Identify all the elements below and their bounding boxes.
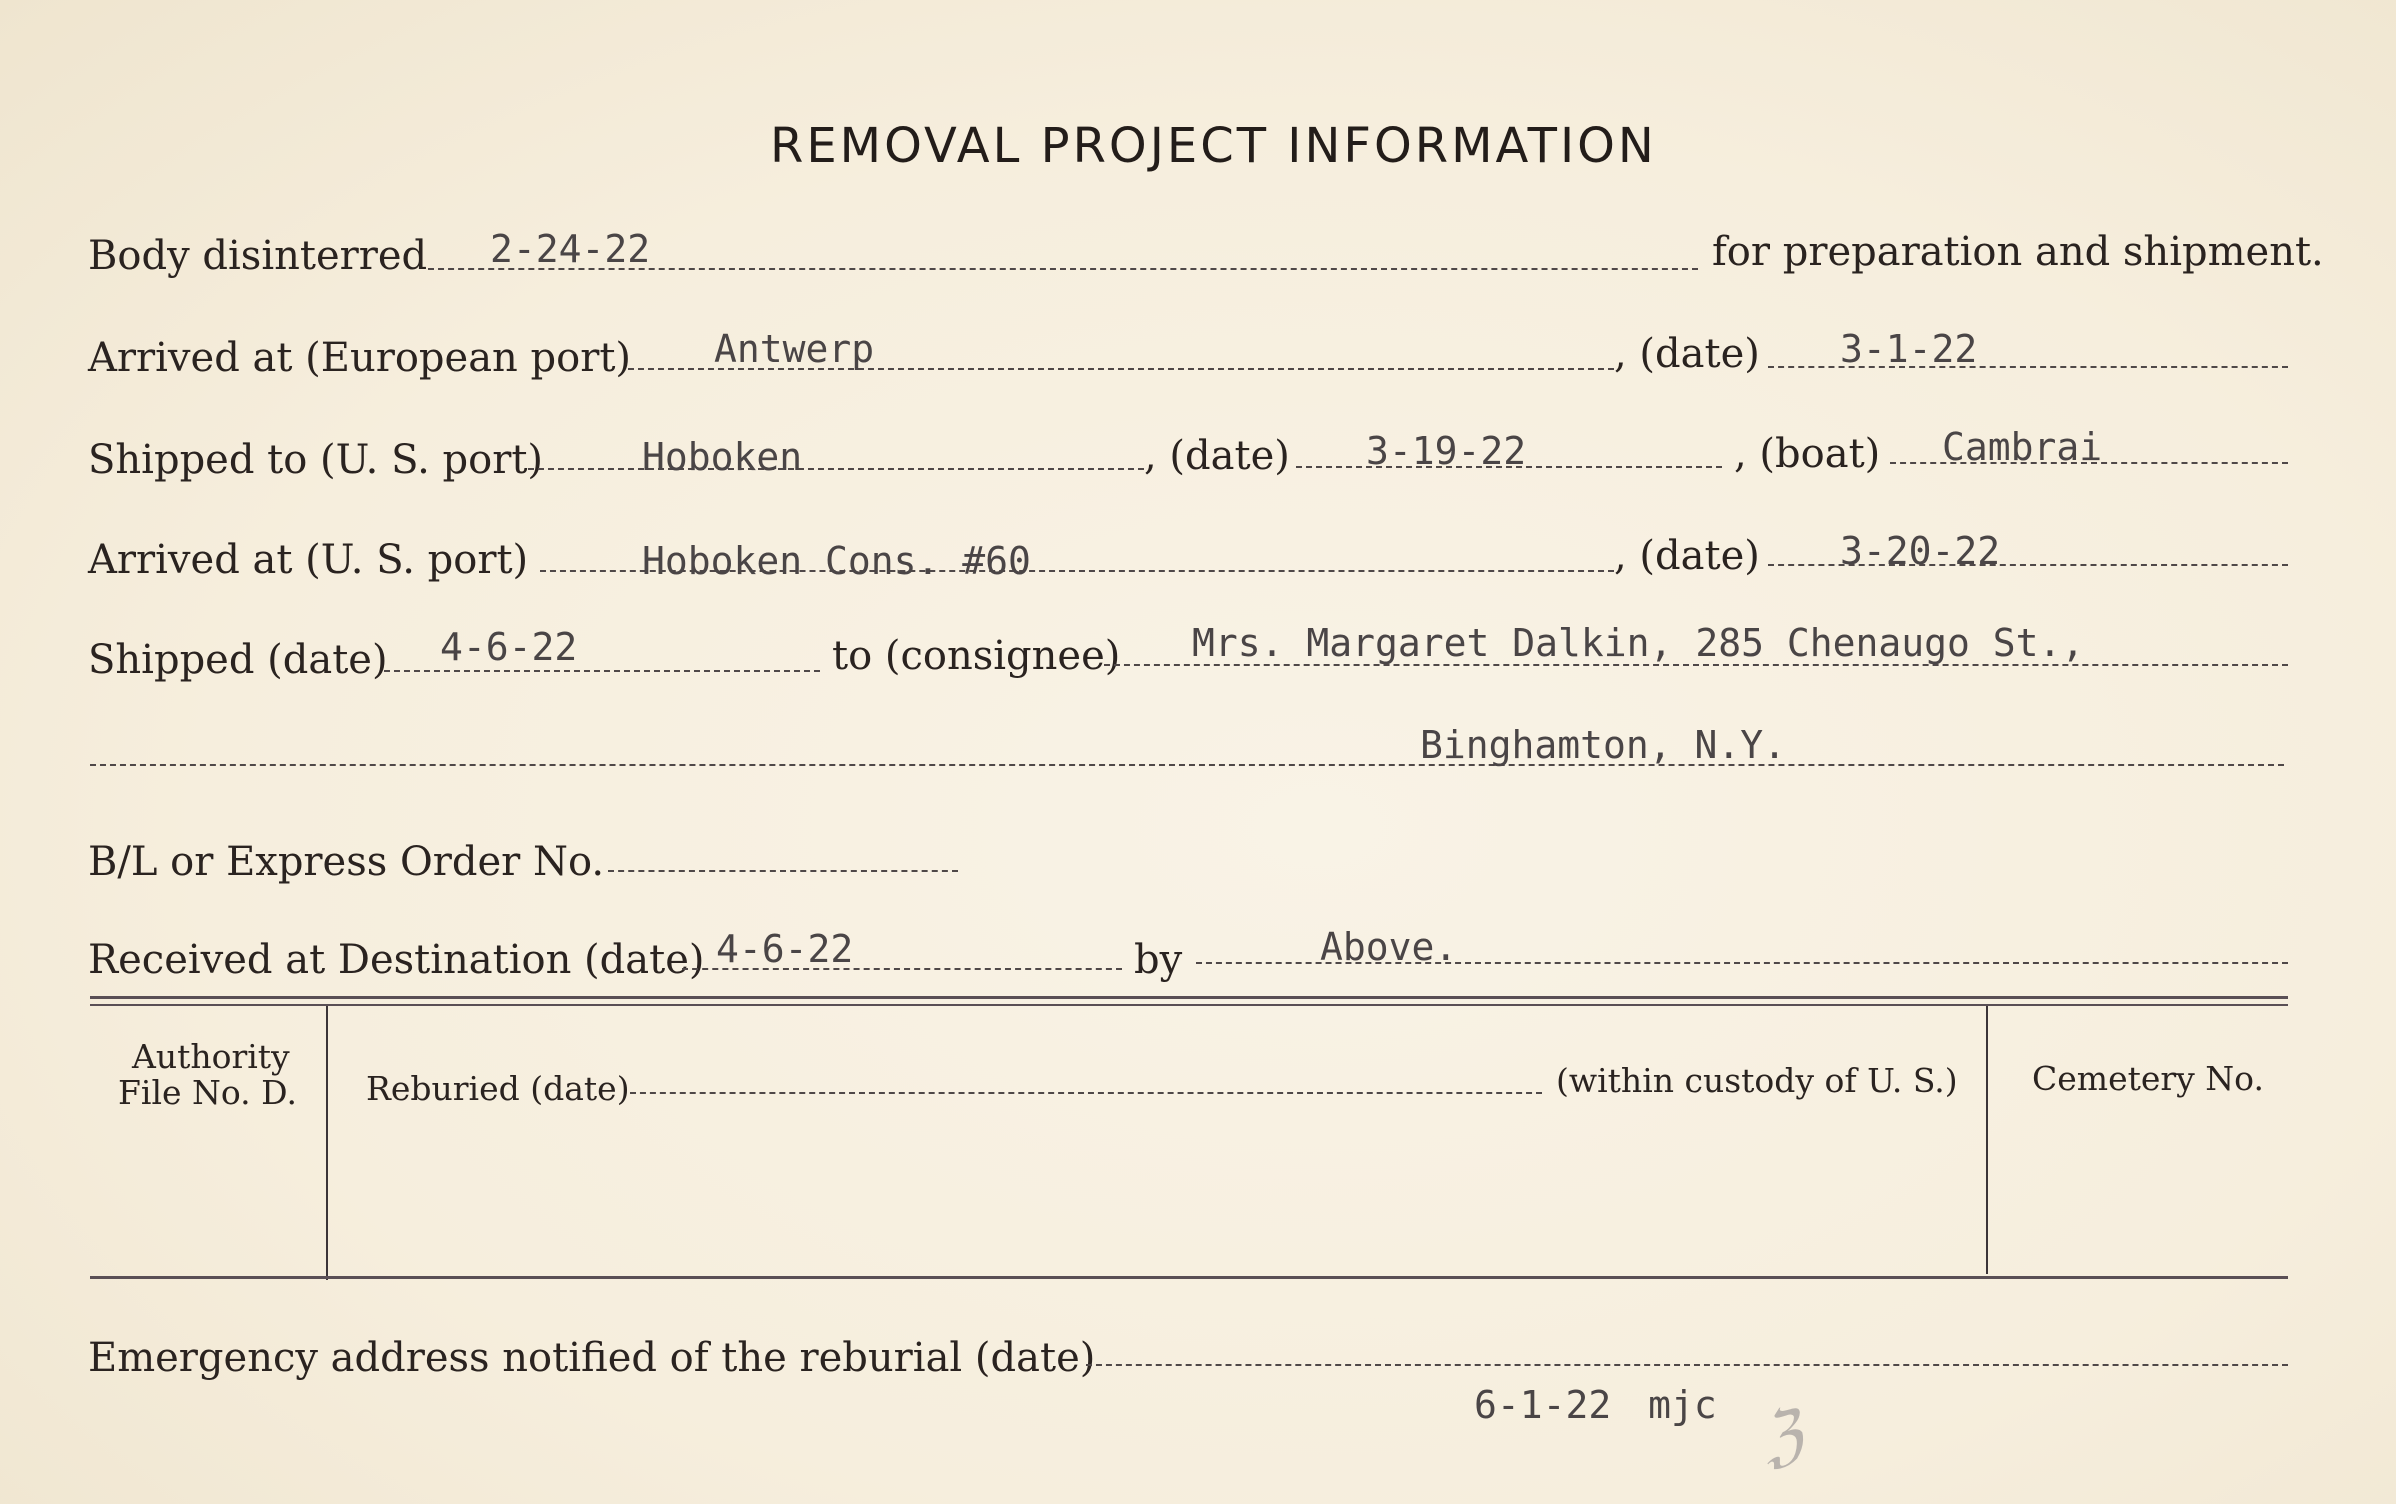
shipped-us-line: [528, 468, 1144, 470]
arrived-us-date-label: , (date): [1614, 533, 1760, 579]
emergency-label: Emergency address notified of the reburial (date): [88, 1335, 1096, 1381]
custody-label: (within custody of U. S.): [1556, 1061, 1958, 1100]
received-by-value: Above.: [1320, 925, 1458, 969]
cemetery-label: Cemetery No.: [2032, 1059, 2264, 1098]
table-top-rule-1: [90, 996, 2288, 999]
bl-order-label: B/L or Express Order No.: [88, 839, 605, 885]
shipped-us-label: Shipped to (U. S. port): [88, 437, 543, 483]
shipped-us-date-label: , (date): [1144, 433, 1290, 479]
arrived-us-date: 3-20-22: [1840, 529, 2001, 573]
emergency-line: [1086, 1364, 2288, 1366]
body-disinterred-label: Body disinterred: [88, 233, 428, 279]
received-by-label: by: [1134, 937, 1183, 983]
body-disinterred-value: 2-24-22: [490, 227, 651, 271]
shipped-us-date: 3-19-22: [1366, 429, 1527, 473]
authority-label-line1: Authority: [132, 1037, 290, 1076]
table-top-rule-2: [90, 1004, 2288, 1006]
shipped-date-line: [384, 670, 820, 672]
shipped-date-value: 4-6-22: [440, 625, 578, 669]
shipped-date-label: Shipped (date): [88, 637, 388, 683]
received-label: Received at Destination (date): [88, 937, 705, 983]
authority-label-line2: File No. D.: [118, 1073, 297, 1112]
table-divider-left: [326, 1006, 328, 1280]
shipped-us-port: Hoboken: [642, 435, 803, 479]
shipped-us-boat-label: , (boat): [1734, 431, 1881, 477]
arrived-european-date: 3-1-22: [1840, 327, 1978, 371]
consignee-label: to (consignee): [832, 633, 1121, 679]
received-date: 4-6-22: [716, 927, 854, 971]
bl-order-line: [608, 870, 958, 872]
table-divider-right: [1986, 1006, 1988, 1274]
reburied-label: Reburied (date): [366, 1069, 630, 1108]
consignee-city: Binghamton, N.Y.: [1420, 723, 1787, 767]
arrived-us-port: Hoboken Cons. #60: [642, 539, 1031, 583]
consignee-line-2: [90, 764, 2284, 766]
arrived-us-label: Arrived at (U. S. port): [88, 537, 529, 583]
table-bottom-rule: [90, 1276, 2288, 1279]
body-disinterred-suffix: for preparation and shipment.: [1712, 229, 2324, 275]
arrived-european-date-label: , (date): [1614, 331, 1760, 377]
arrived-european-port: Antwerp: [714, 327, 875, 371]
reburied-line: [630, 1092, 1542, 1094]
pencil-mark: ℨ: [1754, 1396, 1809, 1478]
arrived-european-label: Arrived at (European port): [88, 335, 632, 381]
page-title: REMOVAL PROJECT INFORMATION: [770, 118, 1657, 174]
consignee-name-address: Mrs. Margaret Dalkin, 285 Chenaugo St.,: [1192, 621, 2085, 665]
shipped-us-boat: Cambrai: [1942, 425, 2103, 469]
footer-note: 6-1-22 mjc: [1474, 1383, 1717, 1427]
